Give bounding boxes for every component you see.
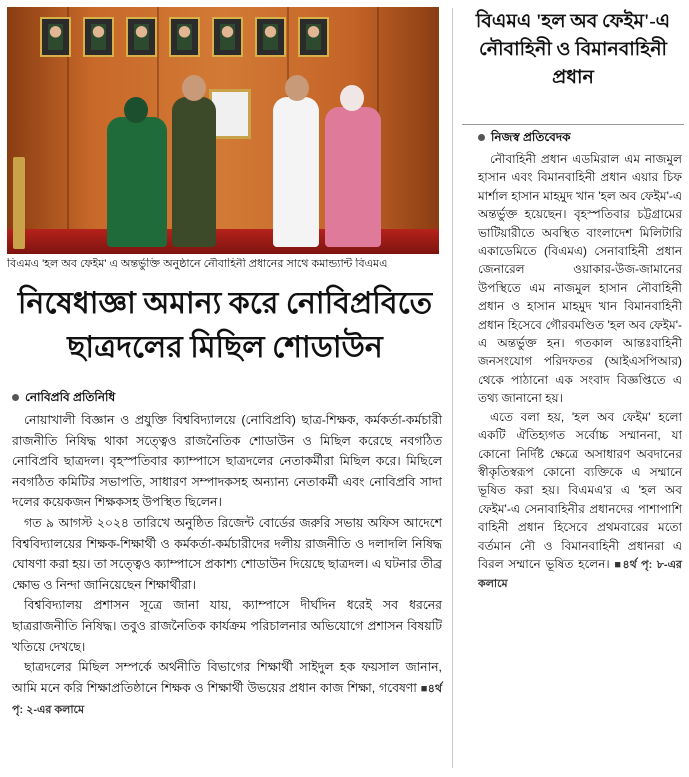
main-paragraph: নোয়াখালী বিজ্ঞান ও প্রযুক্তি বিশ্ববিদ্যালয়ে (নোবিপ্রবি) ছাত্র-শিক্ষক, কর্মকর্তা-কর্মচারী রাজনীতি নিষিদ্ধ থাকা সত্ত্বেও রাজনৈতিক শোডাউন ও মিছিল করেছে নবগঠিত নোবিপ্রবি ছাত্রদল। বৃহস্পতিবার ক্যাম্পাসে ছাত্রদলের নেতাকর্মীরা মিছিল করে। মিছিলে নবগঠিত কমিটির সভাপতি, সাধারণ সম্পাদকসহ অন্যান্য নেতাকর্মী এবং নোবিপ্রবি সাদা দলের কয়েকজন শিক্ষকসহ উপস্থিত ছিলেন। bbox=[12, 413, 442, 510]
side-headline-line1: বিএমএ 'হল অব ফেইম'-এ bbox=[475, 11, 671, 32]
side-byline bbox=[478, 129, 571, 149]
person-army-officer bbox=[172, 97, 216, 247]
main-headline-line1: নিষেধাজ্ঞা অমান্য করে নোবিপ্রবিতে bbox=[17, 287, 433, 320]
main-paragraph-text: ছাত্রদলের মিছিল সম্পর্কে অর্থনীতি বিভাগের শিক্ষার্থী সাইদুল হক ফয়সাল জানান, আমি মনে করি শিক্ষাপ্রতিষ্ঠানে শিক্ষক ও শিক্ষার্থী উভয়ের প্রধান কাজ শিক্ষা, গবেষণা bbox=[12, 660, 442, 695]
main-paragraph bbox=[12, 657, 442, 721]
side-article-body bbox=[478, 150, 682, 594]
side-headline-line3: প্রধান bbox=[552, 67, 594, 88]
person-head bbox=[124, 97, 148, 123]
portrait-frame bbox=[169, 17, 200, 57]
person-head bbox=[340, 85, 364, 111]
portrait-frame bbox=[126, 17, 157, 57]
brass-stand bbox=[13, 157, 25, 249]
side-headline-rule bbox=[462, 124, 684, 125]
person-head bbox=[285, 75, 309, 101]
main-article-body bbox=[12, 410, 442, 721]
main-headline bbox=[10, 282, 440, 370]
person-head bbox=[182, 75, 206, 101]
bullet-icon bbox=[12, 394, 19, 401]
person-woman-green bbox=[107, 117, 167, 247]
main-byline-text: নোবিপ্রবি প্রতিনিধি bbox=[25, 390, 116, 404]
main-byline bbox=[12, 389, 115, 409]
main-paragraph: গত ৯ আগস্ট ২০২৪ তারিখে অনুষ্ঠিত রিজেন্ট বোর্ডের জরুরি সভায় অফিস আদেশে বিশ্ববিদ্যালয়ের শিক্ষক-শিক্ষার্থী ও কর্মকর্তা-কর্মচারীদের দলীয় রাজনীতি ও দলাদলি নিষিদ্ধ ঘোষণা করা হয়। তা সত্ত্বেও ক্যাম্পাসে প্রকাশ্য শোডাউন দিয়েছে ছাত্রদল। এ ঘটনার তীব্র ক্ষোভ ও নিন্দা জানিয়েছেন শিক্ষার্থীরা। bbox=[12, 515, 442, 592]
side-paragraph: নৌবাহিনী প্রধান এডমিরাল এম নাজমুল হাসান এবং বিমানবাহিনী প্রধান এয়ার চিফ মার্শাল হাসান মাহমুদ খান 'হল অব ফেইম'-এ অন্তর্ভুক্ত হয়েছেন। বৃহস্পতিবার চট্টগ্রামের ভাটিয়ারীতে অবস্থিত বাংলাদেশ মিলিটারি একাডেমিতে (বিএমএ) সেনাবাহিনী প্রধান জেনারেল ওয়াকার-উজ-জামানের উপস্থিতে এম নাজমুল হাসান নৌবাহিনী প্রধান ও হাসান মাহমুদ খান বিমানবাহিনী প্রধান হিসেবে গৌরবমণ্ডিত 'হল অব ফেইম'-এ অন্তর্ভুক্ত হন। গতকাল আন্তঃবাহিনী জনসংযোগ পরিদফতর (আইএসপিআর) থেকে পাঠানো এক সংবাদ বিজ্ঞপ্তিতে এ তথ্য জানানো হয়। bbox=[478, 152, 682, 406]
side-headline bbox=[462, 8, 684, 92]
bullet-icon bbox=[478, 134, 485, 141]
side-paragraph-text: এতে বলা হয়, 'হল অব ফেইম' হলো একটি ঐতিহ্যগত সর্বোচ্চ সম্মাননা, যা কোনো নির্দিষ্ট ক্ষেত্রে অসাধারণ অবদানের স্বীকৃতিস্বরূপ কোনো ব্যক্তিকে এ সম্মানে ভূষিত করা হয়। বিএমএ'র এ 'হল অব ফেইম'-এ সেনাবাহিনীর প্রধানদের পাশাপাশি বাহিনী প্রধান হিসেবে প্রথমবারের মতো বর্তমান নৌ ও বিমানবাহিনী প্রধানরা এ বিরল সম্মানে ভূষিত হলেন। bbox=[478, 409, 682, 571]
portrait-frame bbox=[255, 17, 286, 57]
main-continuation: ■৪র্থ পৃ: ২-এর কলামে bbox=[12, 682, 442, 717]
side-continuation: ■৪র্থ পৃ: ৮-এর কলামে bbox=[478, 558, 682, 591]
portrait-frame bbox=[298, 17, 329, 57]
side-paragraph bbox=[478, 408, 682, 594]
portrait-frame bbox=[83, 17, 114, 57]
news-photo bbox=[7, 7, 439, 254]
main-headline-line2: ছাত্রদলের মিছিল শোডাউন bbox=[67, 331, 383, 364]
portrait-frame bbox=[212, 17, 243, 57]
main-paragraph: বিশ্ববিদ্যালয় প্রশাসন সূত্রে জানা যায়, ক্যাম্পাসে দীর্ঘদিন ধরেই সব ধরনের ছাত্ররাজনীতি নিষিদ্ধ। তবুও রাজনৈতিক কার্যক্রম পরিচালনার অভিযোগে প্রশাসন বিষয়টি খতিয়ে দেখছে। bbox=[12, 598, 442, 654]
column-divider bbox=[452, 8, 453, 768]
person-navy-officer bbox=[273, 97, 319, 247]
side-byline-text: নিজস্ব প্রতিবেদক bbox=[491, 130, 571, 144]
portrait-frame bbox=[40, 17, 71, 57]
side-headline-line2: নৌবাহিনী ও বিমানবাহিনী bbox=[479, 39, 667, 60]
photo-caption: বিএমএ 'হল অব ফেইম' এ অন্তর্ভুক্তি অনুষ্ঠানে নৌবাহিনী প্রধানের সাথে কমান্ড্যান্ট বিএমএ bbox=[7, 258, 388, 270]
person-woman-pink bbox=[325, 107, 381, 247]
